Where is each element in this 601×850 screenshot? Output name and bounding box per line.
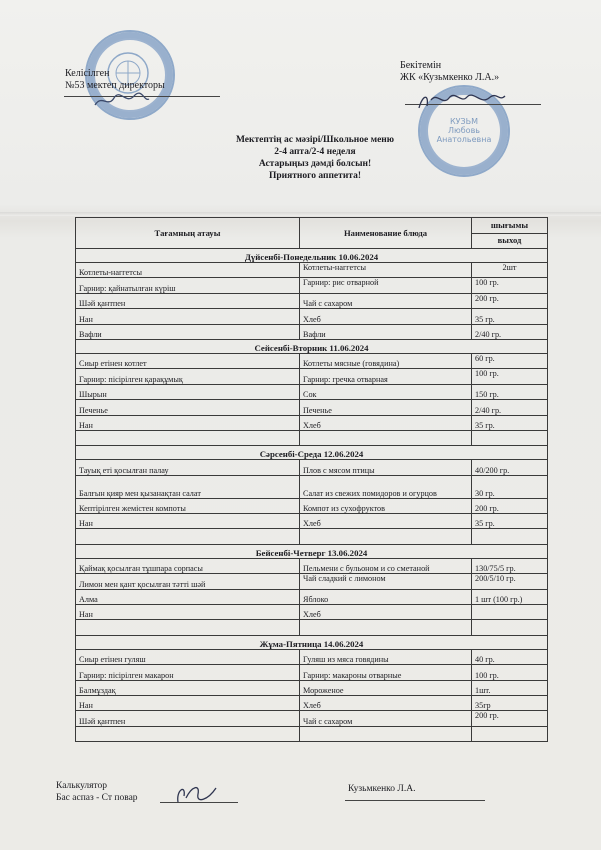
table-row bbox=[76, 711, 548, 726]
table-row bbox=[76, 309, 548, 324]
table-cell bbox=[76, 620, 300, 635]
table-cell: 200 гр. bbox=[472, 498, 548, 513]
table-cell: Гарнир: қайнатылған күріш bbox=[76, 278, 300, 293]
table-row bbox=[76, 695, 548, 710]
table-cell: 130/75/5 гр. bbox=[472, 558, 548, 573]
table-cell: 200 гр. bbox=[472, 293, 548, 308]
table-row bbox=[76, 498, 548, 513]
table-cell: Плов с мясом птицы bbox=[300, 460, 472, 475]
col-header-yield-kz: шығымы bbox=[472, 218, 548, 234]
table-cell bbox=[76, 726, 300, 741]
table-cell bbox=[300, 529, 472, 544]
table-row bbox=[76, 460, 548, 475]
table-cell bbox=[300, 726, 472, 741]
table-cell: Чай с сахаром bbox=[300, 293, 472, 308]
table-cell: Хлеб bbox=[300, 514, 472, 529]
table-row bbox=[76, 529, 548, 544]
table-cell: 35 гр. bbox=[472, 514, 548, 529]
left-signature-icon bbox=[92, 90, 152, 112]
table-cell: Гарнир: пісірілген макарон bbox=[76, 665, 300, 680]
table-cell: Хлеб bbox=[300, 309, 472, 324]
table-row bbox=[76, 649, 548, 664]
paper-fold bbox=[0, 212, 601, 216]
table-cell: 30 гр. bbox=[472, 475, 548, 498]
table-cell: Шәй қантпен bbox=[76, 293, 300, 308]
table-cell: Хлеб bbox=[300, 415, 472, 430]
table-row bbox=[76, 620, 548, 635]
table-cell: 35 гр. bbox=[472, 415, 548, 430]
right-signature-icon bbox=[415, 88, 510, 114]
table-cell bbox=[472, 620, 548, 635]
table-row bbox=[76, 430, 548, 445]
table-cell: Гарнир: макароны отварные bbox=[300, 665, 472, 680]
table-cell: Мороженое bbox=[300, 680, 472, 695]
table-cell: Гарнир: пісірілген қарақұмық bbox=[76, 369, 300, 384]
footer-right-name: Кузьмкенко Л.А. bbox=[348, 784, 416, 794]
table-row bbox=[76, 589, 548, 604]
table-row bbox=[76, 415, 548, 430]
table-cell: 35гр bbox=[472, 695, 548, 710]
table-cell: Алма bbox=[76, 589, 300, 604]
table-row bbox=[76, 544, 548, 558]
table-cell bbox=[300, 620, 472, 635]
footer-left bbox=[56, 780, 138, 804]
table-cell: Вафли bbox=[300, 324, 472, 339]
table-cell: 100 гр. bbox=[472, 278, 548, 293]
table-cell: Гуляш из мяса говядины bbox=[300, 649, 472, 664]
footer-signature-icon bbox=[172, 780, 222, 806]
approved-label-left bbox=[65, 68, 165, 92]
table-cell: Яблоко bbox=[300, 589, 472, 604]
table-cell: 35 гр. bbox=[472, 309, 548, 324]
table-row bbox=[76, 605, 548, 620]
table-cell bbox=[76, 430, 300, 445]
menu-table bbox=[75, 217, 548, 742]
left-approval-role: №53 мектеп директоры bbox=[65, 80, 165, 91]
table-row bbox=[76, 353, 548, 368]
table-cell: Нан bbox=[76, 415, 300, 430]
table-cell: Шәй қантпен bbox=[76, 711, 300, 726]
table-cell: Кептірілген жемістен компоты bbox=[76, 498, 300, 513]
menu-greeting-kz: Астарыңыз дәмді болсын! bbox=[258, 159, 372, 169]
table-cell: 40 гр. bbox=[472, 649, 548, 664]
table-cell: Хлеб bbox=[300, 695, 472, 710]
left-approval-title: Келісілген bbox=[65, 68, 110, 79]
table-cell: Балғын қияр мен қызанақтан салат bbox=[76, 475, 300, 498]
table-row bbox=[76, 558, 548, 573]
table-cell bbox=[472, 605, 548, 620]
table-cell: Чай с сахаром bbox=[300, 711, 472, 726]
table-cell: Котлеты-наггетсы bbox=[300, 263, 472, 278]
table-row bbox=[76, 635, 548, 649]
table-cell: Салат из свежих помидоров и огурцов bbox=[300, 475, 472, 498]
table-cell: Қаймақ қосылған тұшпара сорпасы bbox=[76, 558, 300, 573]
table-cell: 2/40 гр. bbox=[472, 400, 548, 415]
table-cell: Шырын bbox=[76, 384, 300, 399]
day-header: Дүйсенбі-Понедельник 10.06.2024 bbox=[76, 249, 548, 263]
table-cell: Чай сладкий с лимоном bbox=[300, 574, 472, 589]
table-row bbox=[76, 446, 548, 460]
right-approval-name: ЖК «Кузьмкенко Л.А.» bbox=[400, 72, 500, 83]
day-header: Жұма-Пятница 14.06.2024 bbox=[76, 635, 548, 649]
day-header: Сәрсенбі-Среда 12.06.2024 bbox=[76, 446, 548, 460]
table-cell: Вафли bbox=[76, 324, 300, 339]
table-cell: 1 шт (100 гр.) bbox=[472, 589, 548, 604]
footer-role-1: Калькулятор bbox=[56, 781, 108, 791]
table-cell bbox=[472, 430, 548, 445]
table-cell bbox=[472, 726, 548, 741]
menu-title-block bbox=[215, 134, 415, 182]
table-cell: 200 гр. bbox=[472, 711, 548, 726]
table-row bbox=[76, 263, 548, 278]
table-cell: Гарнир: рис отварной bbox=[300, 278, 472, 293]
col-header-yield-ru: выход bbox=[472, 233, 548, 249]
table-cell bbox=[472, 529, 548, 544]
table-cell: Печенье bbox=[300, 400, 472, 415]
table-cell bbox=[300, 430, 472, 445]
table-cell: Сиыр етінен гуляш bbox=[76, 649, 300, 664]
table-cell: 40/200 гр. bbox=[472, 460, 548, 475]
table-cell: Нан bbox=[76, 605, 300, 620]
footer-signature-line-right bbox=[345, 800, 485, 801]
table-header-row bbox=[76, 218, 548, 234]
table-cell: Нан bbox=[76, 309, 300, 324]
approved-label-right bbox=[400, 60, 499, 84]
table-cell: 100 гр. bbox=[472, 369, 548, 384]
table-cell: Гарнир: гречка отварная bbox=[300, 369, 472, 384]
table-cell: Пельмени с бульоном и со сметаной bbox=[300, 558, 472, 573]
menu-title: Мектептің ас мәзірі/Школьное меню bbox=[235, 135, 395, 145]
table-row bbox=[76, 475, 548, 498]
table-row bbox=[76, 514, 548, 529]
col-header-ru: Наименование блюда bbox=[300, 218, 472, 249]
table-cell: Сиыр етінен котлет bbox=[76, 353, 300, 368]
table-row bbox=[76, 324, 548, 339]
table-row bbox=[76, 339, 548, 353]
table-row bbox=[76, 400, 548, 415]
day-header: Бейсенбі-Четверг 13.06.2024 bbox=[76, 544, 548, 558]
table-cell: Лимон мен қант қосылған тәтті шәй bbox=[76, 574, 300, 589]
table-cell: Котлеты-наггетсы bbox=[76, 263, 300, 278]
table-cell: Хлеб bbox=[300, 605, 472, 620]
table-cell: Котлеты мясные (говядина) bbox=[300, 353, 472, 368]
table-cell: 1шт. bbox=[472, 680, 548, 695]
table-cell: Нан bbox=[76, 695, 300, 710]
table-row bbox=[76, 369, 548, 384]
table-cell: 200/5/10 гр. bbox=[472, 574, 548, 589]
table-row bbox=[76, 680, 548, 695]
table-cell: Печенье bbox=[76, 400, 300, 415]
table-row bbox=[76, 249, 548, 263]
table-cell: 100 гр. bbox=[472, 665, 548, 680]
table-cell: Балмұздақ bbox=[76, 680, 300, 695]
stamp-text: КУЗЬМ Любовь Анатольевна bbox=[436, 117, 492, 144]
table-row bbox=[76, 293, 548, 308]
table-cell: Тауық еті қосылған палау bbox=[76, 460, 300, 475]
table-row bbox=[76, 278, 548, 293]
right-approval-title: Бекітемін bbox=[400, 60, 442, 71]
col-header-kz: Тағамның атауы bbox=[76, 218, 300, 249]
table-cell: 2шт bbox=[472, 263, 548, 278]
table-cell: Компот из сухофруктов bbox=[300, 498, 472, 513]
table-row bbox=[76, 665, 548, 680]
table-cell bbox=[76, 529, 300, 544]
day-header: Сейсенбі-Вторник 11.06.2024 bbox=[76, 339, 548, 353]
table-cell: 60 гр. bbox=[472, 353, 548, 368]
footer-role-2: Бас аспаз - Ст повар bbox=[56, 793, 138, 803]
table-cell: 150 гр. bbox=[472, 384, 548, 399]
table-row bbox=[76, 574, 548, 589]
table-cell: Нан bbox=[76, 514, 300, 529]
table-cell: Сок bbox=[300, 384, 472, 399]
table-row bbox=[76, 384, 548, 399]
table-cell: 2/40 гр. bbox=[472, 324, 548, 339]
menu-week: 2-4 апта/2-4 неделя bbox=[274, 147, 356, 157]
table-row bbox=[76, 726, 548, 741]
menu-greeting-ru: Приятного аппетита! bbox=[268, 171, 361, 181]
